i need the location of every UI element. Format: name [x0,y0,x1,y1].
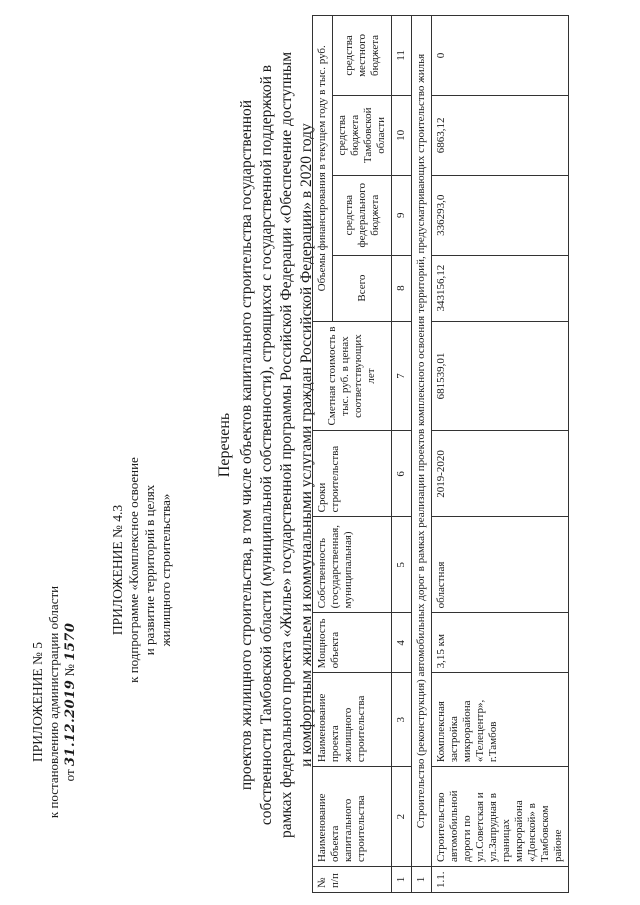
header-project: Наименование проекта жилищного строительства [313,673,392,767]
handwritten-date: 31.12.2019 [63,679,78,767]
table-header-row [313,16,333,893]
appendix-5-date-line [62,522,79,882]
section-number: 1 [412,867,432,893]
column-number: 9 [392,175,412,255]
appendix-5-title: ПРИЛОЖЕНИЕ № 5 [30,641,45,763]
appendix-4-3-header [110,430,174,710]
column-number: 2 [392,767,412,867]
appendix-4-3-line: и развитие территорий в целях [142,484,157,656]
header-num: № п/п [313,867,392,893]
header-ownership: Собственность (государственная, муниципальная) [313,517,392,613]
section-text: Строительство (реконструкция) автомобильных дорог в рамках реализации проектов комплексного освоения территорий, предусматривающих строительство жилья [412,16,432,867]
header-total: Всего [333,255,392,321]
date-prefix: от [62,769,77,782]
document-title [215,5,317,885]
column-number-row [392,16,412,893]
row-project: Комплексная застройка микрорайона «Телецентр», г.Тамбов [432,673,569,767]
section-row [412,16,432,893]
column-number: 7 [392,321,412,431]
header-local: средства местного бюджета [333,16,392,96]
document-title-line: собственности Тамбовской области (муниципальной собственности), строящихся с государственной поддержкой в [258,64,275,826]
row-ownership: областная [432,517,569,613]
column-number: 11 [392,16,412,96]
document-heading: Перечень [216,412,233,478]
row-capacity: 3,15 км [432,613,569,673]
appendix-5-subtitle: к постановлению администрации области [46,585,61,819]
column-number: 5 [392,517,412,613]
appendix-4-3-line: жилищного строительства» [158,493,173,647]
row-local: 0 [432,16,569,96]
appendix-4-3-line: к подпрограмме «Комплексное освоение [126,457,141,683]
column-number: 1 [392,867,412,893]
row-number: 1.1. [432,867,569,893]
handwritten-number: 1570 [63,622,78,661]
column-number: 6 [392,431,412,517]
column-number: 10 [392,95,412,175]
column-number: 8 [392,255,412,321]
row-total: 343156,12 [432,255,569,321]
header-capacity: Мощность объекта [313,613,392,673]
header-financing-group: Объемы финансирования в текущем году в тыс. руб. [313,16,333,322]
header-object: Наименование объекта капитального строительства [313,767,392,867]
header-cost: Сметная стоимость в тыс. руб. в ценах соответствующих лет [313,321,392,431]
objects-table [312,15,569,893]
document-title-line: проектов жилищного строительства, в том числе объектов капитального строительства государственной [238,99,255,791]
row-object: Строительство автомобильной дороги по ул.Советская и ул.Запрудная в границах микрорайона «Донской» в Тамбовском районе [432,767,569,867]
header-regional: средства бюджета Тамбовской области [333,95,392,175]
row-term: 2019-2020 [432,431,569,517]
appendix-4-3-title: ПРИЛОЖЕНИЕ № 4.3 [110,504,125,636]
row-cost: 681539,01 [432,321,569,431]
number-prefix: № [62,664,77,677]
column-number: 4 [392,613,412,673]
header-federal: средства федерального бюджета [333,175,392,255]
appendix-5-header [30,522,79,882]
row-federal: 336293,0 [432,175,569,255]
document-title-line: и комфортным жильем и коммунальными услугами граждан Российской Федерации» в 2020 году [298,123,315,767]
table-row [432,16,569,893]
column-number: 3 [392,673,412,767]
header-term: Сроки строительства [313,431,392,517]
row-regional: 6863,12 [432,95,569,175]
document-title-line: рамках федерального проекта «Жилье» государственной программы Российской Федерации «Обеспечение доступным [278,51,295,839]
